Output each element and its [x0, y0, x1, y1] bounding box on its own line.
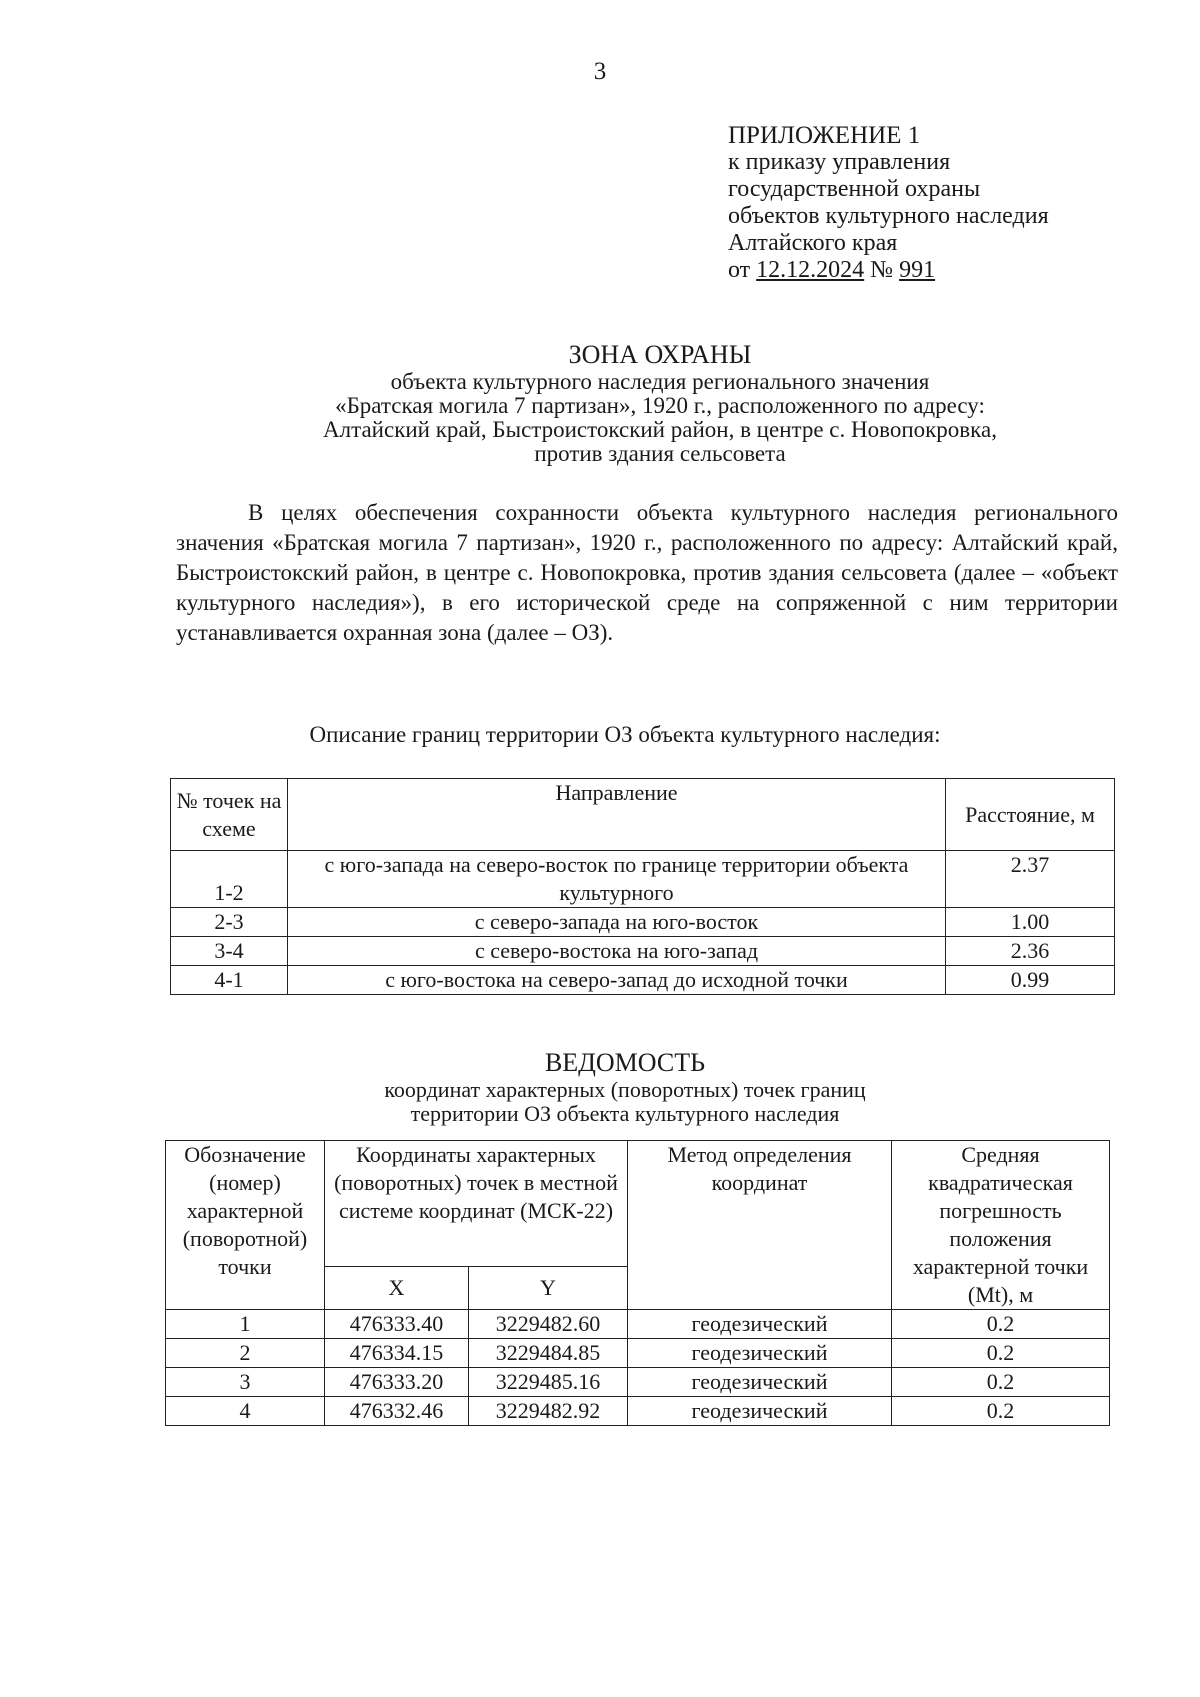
header-error: Средняя квадратическая погрешность положения характерной точки (Mt), м [892, 1141, 1110, 1310]
cell-error: 0.2 [892, 1339, 1110, 1368]
table-row [171, 908, 1115, 937]
cell-distance: 1.00 [946, 908, 1115, 937]
cell-error: 0.2 [892, 1368, 1110, 1397]
table-row [166, 1397, 1110, 1426]
cell-x: 476332.46 [325, 1397, 469, 1426]
table-row [166, 1310, 1110, 1339]
title-line: против здания сельсовета [534, 441, 786, 466]
table-header-row [171, 779, 1115, 851]
cell-points: 2-3 [171, 908, 288, 937]
cell-direction: с северо-востока на юго-запад [288, 937, 946, 966]
order-date: 12.12.2024 [756, 257, 865, 283]
cell-y: 3229485.16 [469, 1368, 628, 1397]
header-designation: Обозначение (номер) характерной (поворотной) точки [166, 1141, 325, 1310]
cell-y: 3229482.60 [469, 1310, 628, 1339]
cell-method: геодезический [628, 1368, 892, 1397]
boundary-table [170, 778, 1115, 995]
cell-x: 476333.40 [325, 1310, 469, 1339]
cell-id: 2 [166, 1339, 325, 1368]
cell-x: 476334.15 [325, 1339, 469, 1368]
cell-y: 3229482.92 [469, 1397, 628, 1426]
header-coordinates: Координаты характерных (поворотных) точек в местной системе координат (МСК-22) [325, 1141, 628, 1267]
cell-distance: 2.36 [946, 937, 1115, 966]
appendix-block [728, 122, 1049, 284]
document-title [160, 340, 1160, 466]
cell-id: 1 [166, 1310, 325, 1339]
order-number: 991 [899, 257, 936, 283]
cell-error: 0.2 [892, 1397, 1110, 1426]
header-distance: Расстояние, м [946, 779, 1115, 851]
header-direction: Направление [288, 779, 946, 851]
table-header-row [166, 1141, 1110, 1267]
table-row [171, 937, 1115, 966]
cell-points: 4-1 [171, 966, 288, 995]
cell-error: 0.2 [892, 1310, 1110, 1339]
cell-id: 4 [166, 1397, 325, 1426]
boundary-caption: Описание границ территории ОЗ объекта культурного наследия: [309, 722, 941, 747]
header-y: Y [469, 1267, 628, 1310]
title-line: Алтайский край, Быстроистокский район, в центре с. Новопокровка, [323, 417, 997, 442]
cell-distance: 0.99 [946, 966, 1115, 995]
cell-id: 3 [166, 1368, 325, 1397]
appendix-line: к приказу управления [728, 149, 951, 175]
header-points: № точек на схеме [171, 779, 288, 851]
header-method: Метод определения координат [628, 1141, 892, 1310]
statement-title [0, 1048, 1200, 1126]
date-prefix: от [728, 257, 751, 283]
page-number: 3 [593, 58, 607, 85]
cell-distance: 2.37 [946, 851, 1115, 908]
cell-direction: с юго-востока на северо-запад до исходной точки [288, 966, 946, 995]
title-line: объекта культурного наследия регионального значения [390, 369, 930, 394]
table-row [166, 1368, 1110, 1397]
header-x: X [325, 1267, 469, 1310]
statement-main: ВЕДОМОСТЬ [544, 1048, 706, 1077]
cell-points: 3-4 [171, 937, 288, 966]
number-prefix: № [870, 257, 894, 283]
title-main: ЗОНА ОХРАНЫ [568, 340, 752, 369]
appendix-line: объектов культурного наследия [728, 203, 1049, 229]
cell-y: 3229484.85 [469, 1339, 628, 1368]
table-row [171, 851, 1115, 908]
statement-line: координат характерных (поворотных) точек границ [384, 1077, 866, 1102]
title-line: «Братская могила 7 партизан», 1920 г., расположенного по адресу: [335, 393, 985, 418]
statement-line: территории ОЗ объекта культурного наследия [410, 1101, 840, 1126]
table-row [171, 966, 1115, 995]
coordinates-table [165, 1140, 1110, 1426]
appendix-line: государственной охраны [728, 176, 981, 202]
appendix-line: Алтайского края [728, 230, 898, 256]
appendix-date-line [728, 257, 1049, 284]
cell-points: 1-2 [171, 851, 288, 908]
cell-direction: с северо-запада на юго-восток [288, 908, 946, 937]
cell-direction: с юго-запада на северо-восток по границе территории объекта культурного [288, 851, 946, 908]
appendix-heading: ПРИЛОЖЕНИЕ 1 [728, 122, 921, 149]
body-paragraph: В целях обеспечения сохранности объекта культурного наследия регионального значения «Братская могила 7 партизан», 1920 г., расположенного по адресу: Алтайский край, Быстроистокский район, в центре с. Новопокровка, против здания сельсовета (далее – «объект культурного наследия»), в его исторической среде на сопряженной с ним территории устанавливается охранная зона (далее – ОЗ). [176, 500, 1118, 645]
cell-method: геодезический [628, 1397, 892, 1426]
cell-method: геодезический [628, 1339, 892, 1368]
cell-x: 476333.20 [325, 1368, 469, 1397]
table-row [166, 1339, 1110, 1368]
cell-method: геодезический [628, 1310, 892, 1339]
